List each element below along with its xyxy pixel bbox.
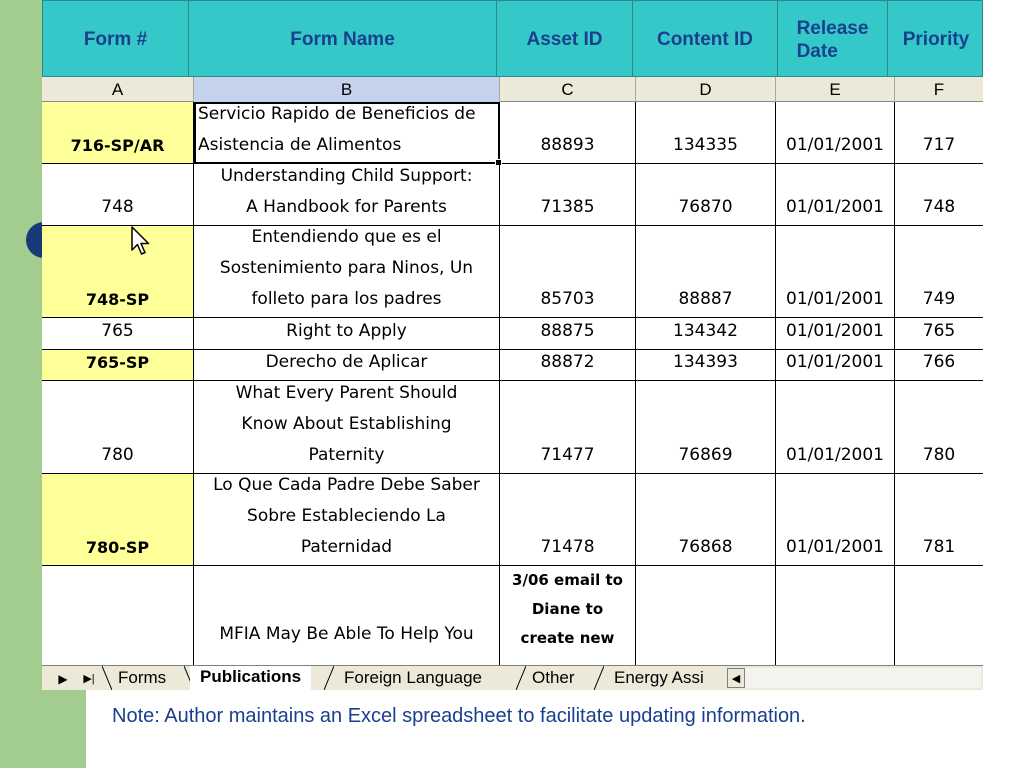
table-row [42,350,983,381]
cell-form-number[interactable]: 748-SP [42,226,194,317]
header-priority: Priority [902,29,970,50]
cell-form-name[interactable]: Entendiendo que es el Sostenimiento para Ninos, Un folleto para los padres [194,226,500,317]
tab-separator-icon [324,666,334,690]
cell-content-id[interactable]: 76870 [636,164,776,225]
cell-priority[interactable]: 749 [922,289,956,309]
cell-priority[interactable]: 748 [922,197,956,217]
cell-priority[interactable]: 717 [922,135,956,155]
cell-form-name[interactable]: What Every Parent Should Know About Establishing Paternity [194,381,500,473]
cell-release-date[interactable]: 01/01/2001 [776,350,895,380]
cell-content-id[interactable]: 76869 [636,381,776,473]
cell-priority[interactable]: 781 [922,537,956,557]
cell-form-name[interactable]: MFIA May Be Able To Help You [194,566,500,665]
cell-content-id[interactable]: 88887 [636,226,776,317]
cell-asset-id[interactable]: 88875 [500,318,636,349]
cell-release-date[interactable]: 01/01/2001 [776,318,895,349]
cell-form-name[interactable]: Derecho de Aplicar [194,350,500,380]
cell-content-id[interactable]: 134335 [636,102,776,163]
cell-asset-id[interactable]: 71385 [500,164,636,225]
tab-energy-assistance[interactable]: Energy Assi [614,668,704,687]
cell-form-number[interactable]: 765-SP [42,350,194,380]
cell-form-number[interactable]: 765 [42,318,194,349]
table-row [42,381,983,474]
tab-scroll-next-button[interactable]: ▶ [58,671,68,686]
cell-content-id[interactable] [636,566,776,665]
cell-priority[interactable]: 766 [922,352,956,372]
cell-form-name[interactable]: Understanding Child Support: A Handbook for Parents [194,164,500,225]
cell-content-id[interactable]: 76868 [636,474,776,565]
cell-priority[interactable]: 780 [922,445,956,465]
cell-form-name[interactable]: Servicio Rapido de Beneficios de Asistencia de Alimentos [194,102,500,163]
column-header-c[interactable]: C [500,77,636,102]
horizontal-scrollbar[interactable] [745,668,981,688]
tab-publications[interactable]: Publications [190,666,311,690]
table-row [42,226,983,318]
column-header-f[interactable]: F [933,79,945,99]
cell-asset-id[interactable]: 88893 [500,102,636,163]
cell-asset-id[interactable]: 71478 [500,474,636,565]
tab-other[interactable]: Other [532,668,575,687]
cell-content-id[interactable]: 134342 [636,318,776,349]
header-asset-id: Asset ID [497,1,633,78]
cell-release-date[interactable]: 01/01/2001 [776,102,895,163]
tab-foreign-language[interactable]: Foreign Language [344,668,483,687]
spreadsheet-screenshot [42,0,983,690]
cell-form-number[interactable] [42,566,194,665]
worksheet-grid [42,77,983,665]
header-content-id: Content ID [633,1,778,78]
sheet-tab-bar [42,665,983,690]
header-form-number: Form # [43,1,189,78]
cell-release-date[interactable]: 01/01/2001 [776,381,895,473]
cell-form-number[interactable]: 716-SP/AR [42,102,194,163]
cell-form-number[interactable]: 780-SP [42,474,194,565]
table-row [42,474,983,566]
column-header-b[interactable]: B [194,77,500,102]
header-release-date: Release Date [778,1,888,78]
table-row [42,318,983,350]
table-row [42,566,983,665]
cell-asset-id[interactable]: 88872 [500,350,636,380]
mouse-pointer-icon [130,225,152,257]
cell-asset-id[interactable]: 85703 [500,226,636,317]
cell-asset-id-note[interactable]: 3/06 email to Diane to create new [500,566,636,665]
header-form-name: Form Name [189,1,497,78]
cell-form-name[interactable]: Lo Que Cada Padre Debe Saber Sobre Estableciendo La Paternidad [194,474,500,565]
tab-forms[interactable]: Forms [118,668,167,687]
cell-priority[interactable]: 765 [922,321,956,341]
column-header-d[interactable]: D [636,77,776,102]
cell-release-date[interactable] [776,566,895,665]
table-row [42,164,983,226]
column-header-a[interactable]: A [42,77,194,102]
cell-form-name[interactable]: Right to Apply [194,318,500,349]
scroll-left-button[interactable]: ◀ [727,668,745,688]
cell-release-date[interactable]: 01/01/2001 [776,164,895,225]
column-header-e[interactable]: E [776,77,895,102]
table-row [42,102,983,164]
cell-content-id[interactable]: 134393 [636,350,776,380]
tab-scroll-last-button[interactable]: ▶| [83,673,95,685]
header-row [42,0,983,77]
cell-priority[interactable] [895,566,983,665]
cell-form-number[interactable]: 748 [42,164,194,225]
cell-release-date[interactable]: 01/01/2001 [776,226,895,317]
column-letter-row [42,77,983,102]
cell-form-number[interactable]: 780 [42,381,194,473]
cell-asset-id[interactable]: 71477 [500,381,636,473]
cell-release-date[interactable]: 01/01/2001 [776,474,895,565]
note-caption: Note: Author maintains an Excel spreadsheet to facilitate updating information. [112,705,806,727]
tab-separator-icon [594,666,604,690]
